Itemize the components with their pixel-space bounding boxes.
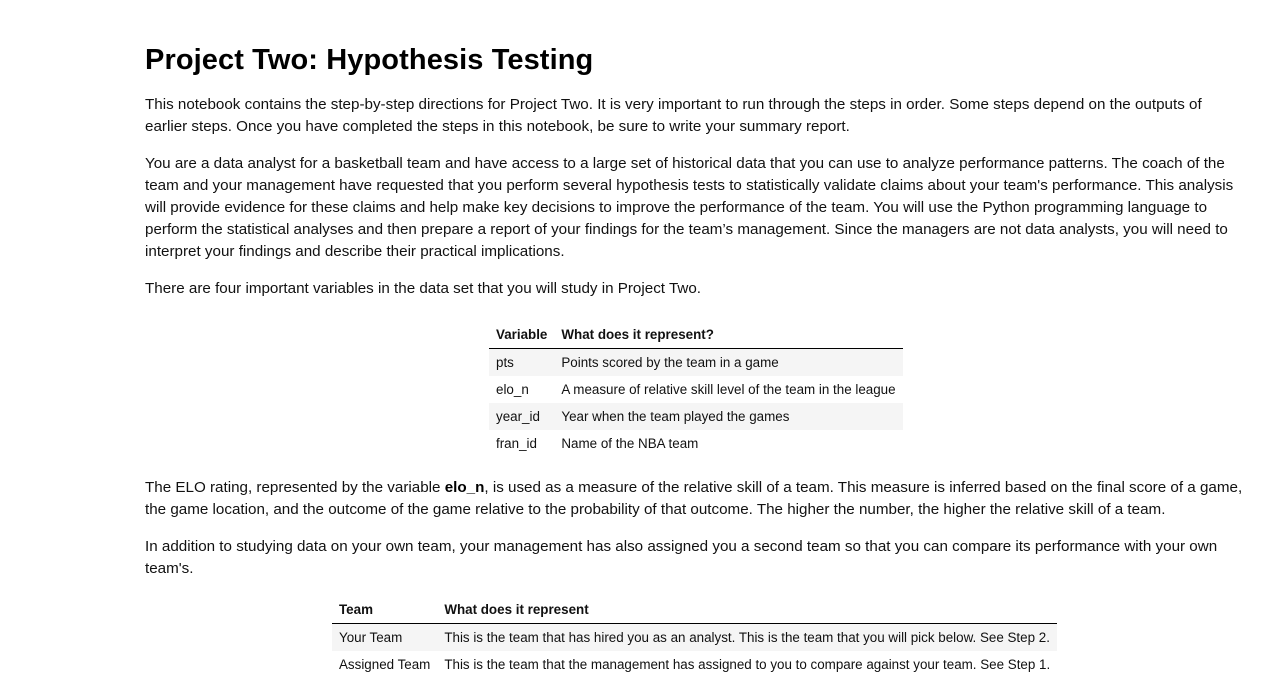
variable-name-cell: fran_id [496, 436, 537, 451]
elo-variable-name: elo_n [444, 479, 485, 496]
table-row [489, 376, 903, 403]
table-row [489, 403, 903, 430]
column-header: Variable [489, 321, 554, 349]
variable-name-cell: elo_n [496, 382, 529, 397]
intro-paragraph: This notebook contains the step-by-step directions for Project Two. It is very important to run through the steps in order. Some steps depend on the outputs of earlier steps. Once you have completed the steps in this notebook, be sure to write your summary report. [145, 96, 1202, 135]
elo-paragraph-lead: The ELO rating, represented by the variable [145, 479, 445, 496]
table-row [489, 430, 903, 457]
column-header: What does it represent [437, 596, 1057, 624]
variable-description-cell: Points scored by the team in a game [554, 349, 902, 377]
variable-name-cell: year_id [489, 403, 554, 430]
teams-table [332, 596, 1057, 678]
table-row [489, 349, 903, 377]
elo-paragraph [145, 477, 1245, 521]
elo-paragraph-rest: , is used as a measure of the relative skill of a team. This measure is inferred based on the final score of a game, the game location, and the outcome of the game relative to the probability of that outcome. The higher the number, the higher the relative skill of a team. [145, 479, 1243, 518]
scenario-paragraph: You are a data analyst for a basketball team and have access to a large set of historical data that you can use to analyze performance patterns. The coach of the team and your management have requested that you perform several hypothesis tests to statistically validate claims about your team's performance. This analysis will provide evidence for these claims and help make key decisions to improve the performance of the team. You will use the Python programming language to perform the statistical analyses and then prepare a report of your findings for the team’s management. Since the managers are not data analysts, you will need to interpret your findings and describe their practical implications. [145, 155, 1234, 260]
page-title: Project Two: Hypothesis Testing [145, 44, 594, 76]
variable-description-cell: A measure of relative skill level of the team in the league [561, 382, 896, 397]
table-row [332, 624, 1057, 652]
notebook-markdown-cell [145, 42, 1245, 678]
variable-name-cell: pts [489, 349, 554, 377]
variables-table [489, 321, 903, 457]
table-row [332, 651, 1057, 678]
team-description-cell: This is the team that the management has assigned to you to compare against your team. See Step 1. [444, 657, 1051, 672]
column-header: Team [332, 596, 437, 624]
teams-paragraph: In addition to studying data on your own team, your management has also assigned you a second team so that you can compare its performance with your own team's. [145, 538, 1218, 577]
column-header: What does it represent? [554, 321, 902, 349]
table-header-row [332, 596, 1057, 624]
variable-description-cell: Year when the team played the games [554, 403, 902, 430]
team-name-cell: Your Team [332, 624, 437, 652]
team-description-cell: This is the team that has hired you as an analyst. This is the team that you will pick below. See Step 2. [437, 624, 1057, 652]
team-name-cell: Assigned Team [339, 657, 431, 672]
table-header-row [489, 321, 903, 349]
variables-intro-paragraph: There are four important variables in the data set that you will study in Project Two. [145, 280, 702, 297]
variable-description-cell: Name of the NBA team [561, 436, 699, 451]
